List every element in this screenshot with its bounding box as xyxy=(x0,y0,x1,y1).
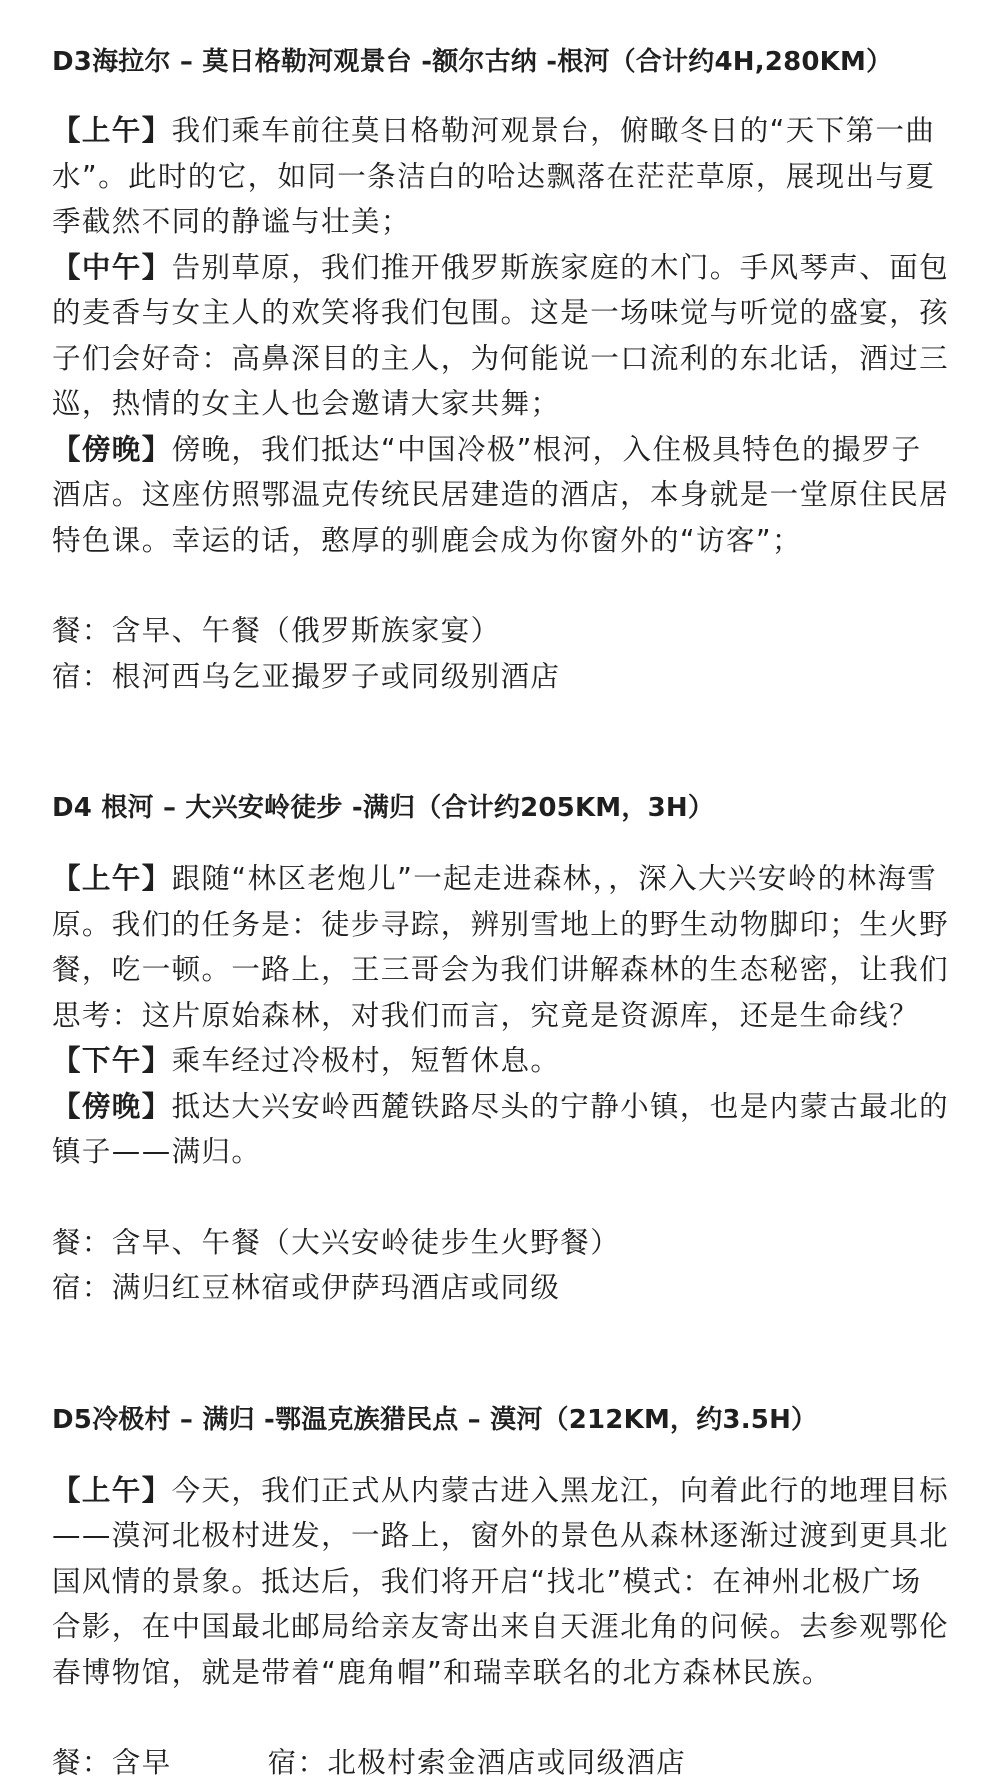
day-title: D3海拉尔 – 莫日格勒河观景台 -额尔古纳 -根河（合计约4H,280KM） xyxy=(52,47,893,77)
schedule-text: 傍晚，我们抵达“中国冷极”根河，入住极具特色的撮罗子酒店。这座仿照鄂温克传统民居建造的酒店，本身就是一堂原住民居特色课。幸运的话，憨厚的驯鹿会成为你窗外的“访客”； xyxy=(52,432,950,557)
meals-and-lodging xyxy=(52,1740,949,1786)
schedule-text: 今天，我们正式从内蒙古进入黑龙江，向着此行的地理目标——漠河北极村进发，一路上，窗外的景色从森林逐渐过渡到更具北国风情的景象。抵达后，我们将开启“找北”模式：在神州北极广场合影，在中国最北邮局给亲友寄出来自天涯北角的问候。去参观鄂伦春博物馆，就是带着“鹿角帽”和瑞幸联名的北方森林民族。 xyxy=(52,1473,950,1689)
lodging-info: 宿：北极村索金酒店或同级酒店 xyxy=(267,1746,687,1779)
meal-info: 餐：含早、午餐（大兴安岭徒步生火野餐） xyxy=(52,1225,621,1259)
day-description xyxy=(52,1468,949,1696)
spacer xyxy=(172,1740,268,1786)
time-tag: 【傍晚】 xyxy=(52,432,172,466)
schedule-paragraph-afternoon xyxy=(52,1038,949,1084)
schedule-paragraph-evening xyxy=(52,427,949,564)
day-section-d3 xyxy=(52,0,949,699)
time-tag: 【下午】 xyxy=(52,1044,172,1077)
time-tag: 【上午】 xyxy=(52,114,172,147)
day-description xyxy=(52,856,949,1175)
schedule-text: 乘车经过冷极村，短暂休息。 xyxy=(171,1044,561,1077)
time-tag: 【中午】 xyxy=(52,250,172,284)
meals-and-lodging xyxy=(52,608,949,699)
schedule-paragraph-morning xyxy=(52,1468,949,1696)
schedule-paragraph-noon xyxy=(52,245,949,427)
schedule-text: 跟随“林区老炮儿”一起走进森林，，深入大兴安岭的林海雪原。我们的任务是：徒步寻踪，辨别雪地上的野生动物脚印；生火野餐，吃一顿。一路上，王三哥会为我们讲解森林的生态秘密，让我们思考：这片原始森林，对我们而言，究竟是资源库，还是生命线？ xyxy=(52,862,950,1032)
schedule-paragraph-morning xyxy=(52,108,949,245)
lodging-info: 宿：根河西乌乞亚撮罗子或同级别酒店 xyxy=(52,659,561,693)
time-tag: 【傍晚】 xyxy=(52,1089,172,1123)
day-section-d4 xyxy=(52,790,949,1311)
day-description xyxy=(52,108,949,563)
schedule-text: 告别草原，我们推开俄罗斯族家庭的木门。手风琴声、面包的麦香与女主人的欢笑将我们包围。这是一场味觉与听觉的盛宴，孩子们会好奇：高鼻深目的主人，为何能说一口流利的东北话，酒过三巡，热情的女主人也会邀请大家共舞； xyxy=(52,250,950,420)
schedule-paragraph-morning xyxy=(52,856,949,1038)
schedule-text: 我们乘车前往莫日格勒河观景台，俯瞰冬日的“天下第一曲水”。此时的它，如同一条洁白的哈达飘落在茫茫草原，展现出与夏季截然不同的静谧与壮美； xyxy=(52,114,936,238)
schedule-paragraph-evening xyxy=(52,1084,949,1175)
meal-info: 餐：含早、午餐（俄罗斯族家宴） xyxy=(52,614,501,647)
day-title: D4 根河 – 大兴安岭徒步 -满归（合计约205KM，3H） xyxy=(52,793,715,823)
time-tag: 【上午】 xyxy=(52,1473,172,1507)
time-tag: 【上午】 xyxy=(52,862,172,895)
day-section-d5 xyxy=(52,1402,949,1786)
meal-info: 餐：含早 xyxy=(52,1746,172,1779)
schedule-text: 抵达大兴安岭西麓铁路尽头的宁静小镇，也是内蒙古最北的镇子——满归。 xyxy=(52,1089,950,1168)
lodging-info: 宿：满归红豆林宿或伊萨玛酒店或同级 xyxy=(52,1271,561,1304)
day-title: D5冷极村 – 满归 -鄂温克族猎民点 – 漠河（212KM，约3.5H） xyxy=(52,1404,818,1435)
meals-and-lodging xyxy=(52,1220,949,1311)
